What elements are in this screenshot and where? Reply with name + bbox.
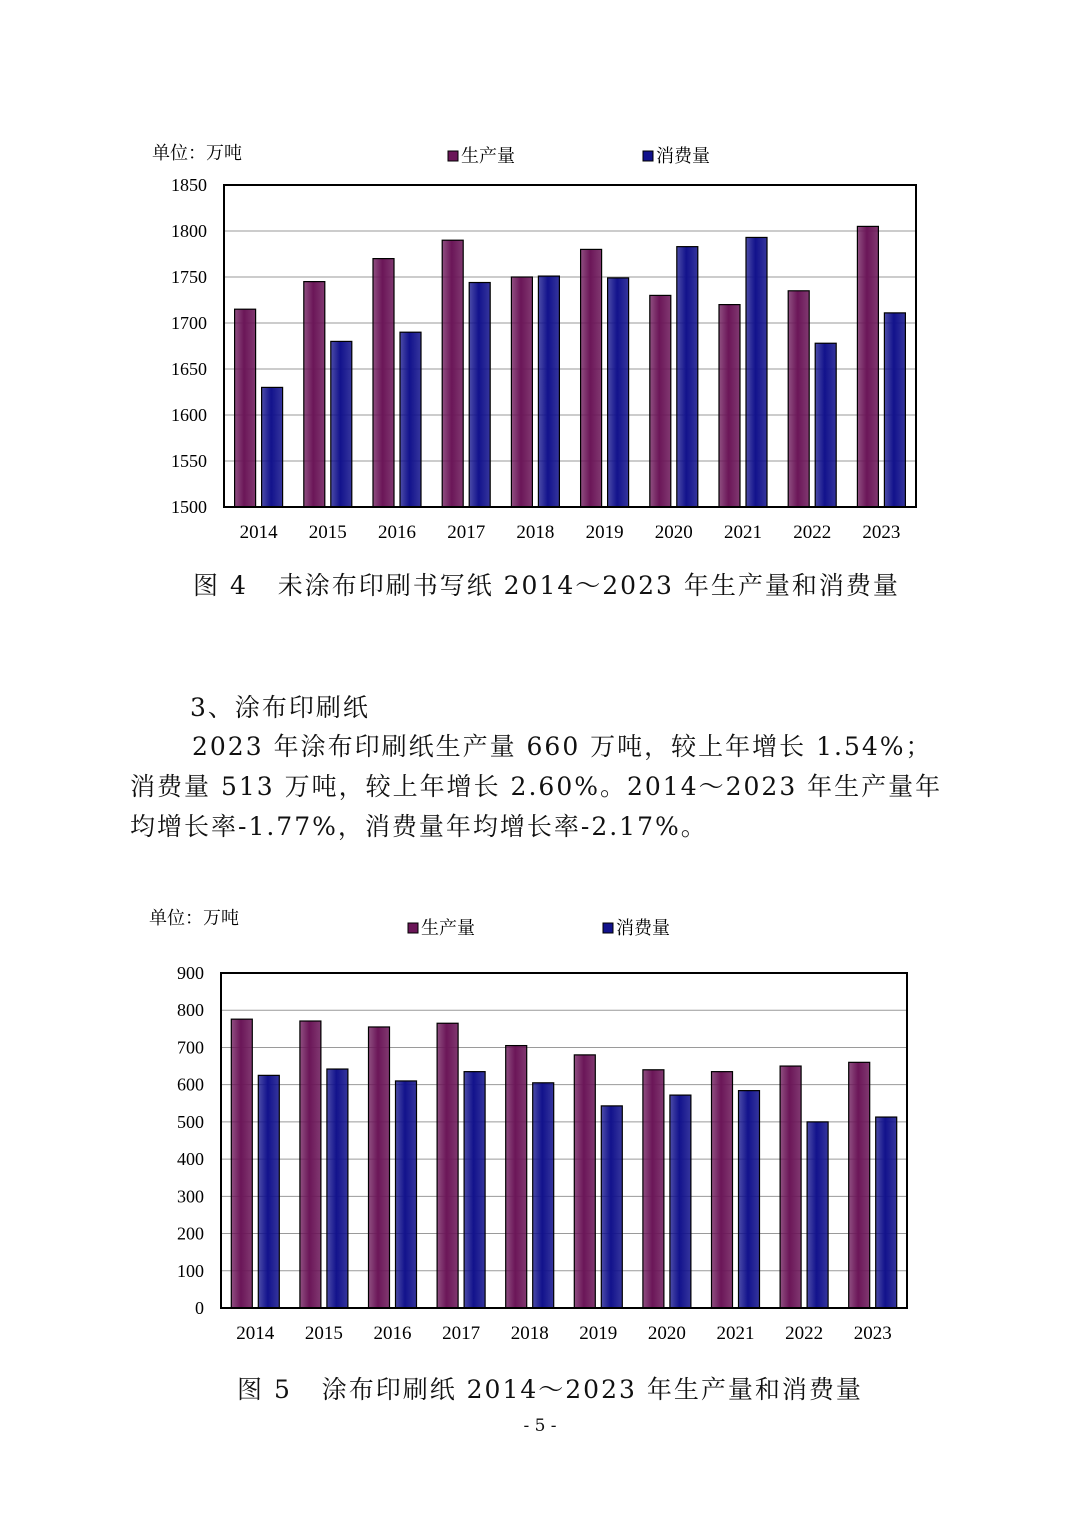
y-tick-label: 1750 xyxy=(171,267,207,287)
bar-consumption xyxy=(677,247,698,507)
x-tick-label: 2014 xyxy=(239,522,278,543)
x-tick-label: 2017 xyxy=(447,522,486,543)
x-tick-label: 2021 xyxy=(724,522,762,543)
figure4-caption: 图 4 未涂布印刷书写纸 2014～2023 年生产量和消费量 xyxy=(193,571,900,600)
x-tick-label: 2018 xyxy=(516,522,555,543)
chart-svg xyxy=(0,895,1080,1350)
legend-swatch xyxy=(408,923,418,933)
bar-production xyxy=(643,1070,664,1308)
legend-swatch xyxy=(448,151,458,161)
page-number: - 5 - xyxy=(523,1416,557,1436)
bar-production xyxy=(788,291,809,507)
x-tick-label: 2018 xyxy=(510,1323,549,1344)
bar-consumption xyxy=(331,341,352,507)
plot-frame xyxy=(221,973,907,1308)
y-tick-label: 0 xyxy=(195,1298,204,1318)
bar-production xyxy=(780,1066,801,1308)
legend-swatch xyxy=(603,923,613,933)
legend-label: 生产量 xyxy=(461,146,515,167)
bar-consumption xyxy=(746,237,767,507)
x-tick-label: 2014 xyxy=(236,1323,275,1344)
y-tick-label: 900 xyxy=(177,963,204,983)
x-tick-label: 2023 xyxy=(853,1323,892,1344)
bar-production xyxy=(511,277,532,507)
section-heading: 3、涂布印刷纸 xyxy=(190,693,370,722)
bar-production xyxy=(304,282,325,507)
bar-production xyxy=(300,1021,321,1308)
y-tick-label: 700 xyxy=(177,1037,204,1058)
figure4-chart xyxy=(0,130,1080,550)
bar-consumption xyxy=(739,1091,760,1308)
bar-consumption xyxy=(601,1106,622,1308)
bar-production xyxy=(650,295,671,507)
y-tick-label: 1850 xyxy=(171,175,207,195)
x-tick-label: 2016 xyxy=(373,1323,412,1344)
y-tick-label: 1700 xyxy=(171,313,207,333)
figure5-caption: 图 5 涂布印刷纸 2014～2023 年生产量和消费量 xyxy=(237,1375,863,1404)
y-tick-label: 1500 xyxy=(171,497,207,517)
y-tick-label: 500 xyxy=(177,1111,204,1132)
chart-svg xyxy=(0,130,1080,550)
plot-frame xyxy=(224,185,916,507)
y-tick-label: 800 xyxy=(177,1000,204,1021)
legend-swatch xyxy=(643,151,653,161)
bar-production xyxy=(235,309,256,507)
y-tick-label: 1800 xyxy=(171,221,207,241)
bar-consumption xyxy=(884,313,905,507)
x-tick-label: 2016 xyxy=(378,522,416,543)
bar-consumption xyxy=(815,343,836,507)
bar-production xyxy=(719,305,740,507)
unit-label: 单位：万吨 xyxy=(152,143,242,164)
x-tick-label: 2020 xyxy=(654,522,693,543)
bar-consumption xyxy=(327,1069,348,1308)
x-tick-label: 2020 xyxy=(647,1323,686,1344)
bar-production xyxy=(442,240,463,507)
unit-label: 单位：万吨 xyxy=(149,908,239,929)
bar-production xyxy=(373,259,394,507)
x-tick-label: 2015 xyxy=(308,522,347,543)
bar-production xyxy=(857,226,878,507)
x-tick-label: 2017 xyxy=(442,1323,481,1344)
bar-consumption xyxy=(262,387,283,507)
bar-production xyxy=(437,1023,458,1308)
bar-consumption xyxy=(400,332,421,507)
bar-consumption xyxy=(258,1075,279,1308)
x-tick-label: 2015 xyxy=(304,1323,343,1344)
y-tick-label: 600 xyxy=(177,1074,204,1095)
y-tick-label: 1550 xyxy=(171,451,207,471)
bar-production xyxy=(231,1019,252,1308)
x-tick-label: 2022 xyxy=(793,522,832,543)
y-tick-label: 200 xyxy=(177,1223,204,1244)
bar-consumption xyxy=(538,276,559,507)
legend-label: 生产量 xyxy=(421,918,475,939)
bar-consumption xyxy=(464,1072,485,1308)
legend-label: 消费量 xyxy=(616,918,670,939)
bar-consumption xyxy=(469,283,490,507)
bar-production xyxy=(506,1046,527,1308)
x-tick-label: 2019 xyxy=(579,1323,618,1344)
bar-consumption xyxy=(608,278,629,507)
y-tick-label: 1600 xyxy=(171,405,207,425)
bar-production xyxy=(712,1072,733,1308)
body-paragraph: 2023 年涂布印刷纸生产量 660 万吨，较上年增长 1.54%；消费量 513 万吨，较上年增长 2.60%。2014～2023 年生产量年均增长率-1.77%，消费量年均增长率-2.17%。 xyxy=(130,732,943,841)
y-tick-label: 400 xyxy=(177,1149,204,1170)
bar-consumption xyxy=(533,1083,554,1308)
x-tick-label: 2022 xyxy=(785,1323,824,1344)
figure5-chart xyxy=(0,895,1080,1350)
bar-consumption xyxy=(807,1122,828,1308)
y-tick-label: 300 xyxy=(177,1186,204,1207)
x-tick-label: 2023 xyxy=(862,522,901,543)
bar-production xyxy=(369,1027,390,1308)
bar-production xyxy=(574,1055,595,1308)
bar-consumption xyxy=(396,1081,417,1308)
bar-consumption xyxy=(670,1095,691,1308)
x-tick-label: 2021 xyxy=(716,1323,755,1344)
legend-label: 消费量 xyxy=(656,146,710,167)
bar-production xyxy=(581,249,602,507)
bar-production xyxy=(849,1062,870,1308)
bar-consumption xyxy=(876,1117,897,1308)
y-tick-label: 1650 xyxy=(171,359,207,379)
y-tick-label: 100 xyxy=(177,1260,204,1281)
x-tick-label: 2019 xyxy=(585,522,624,543)
